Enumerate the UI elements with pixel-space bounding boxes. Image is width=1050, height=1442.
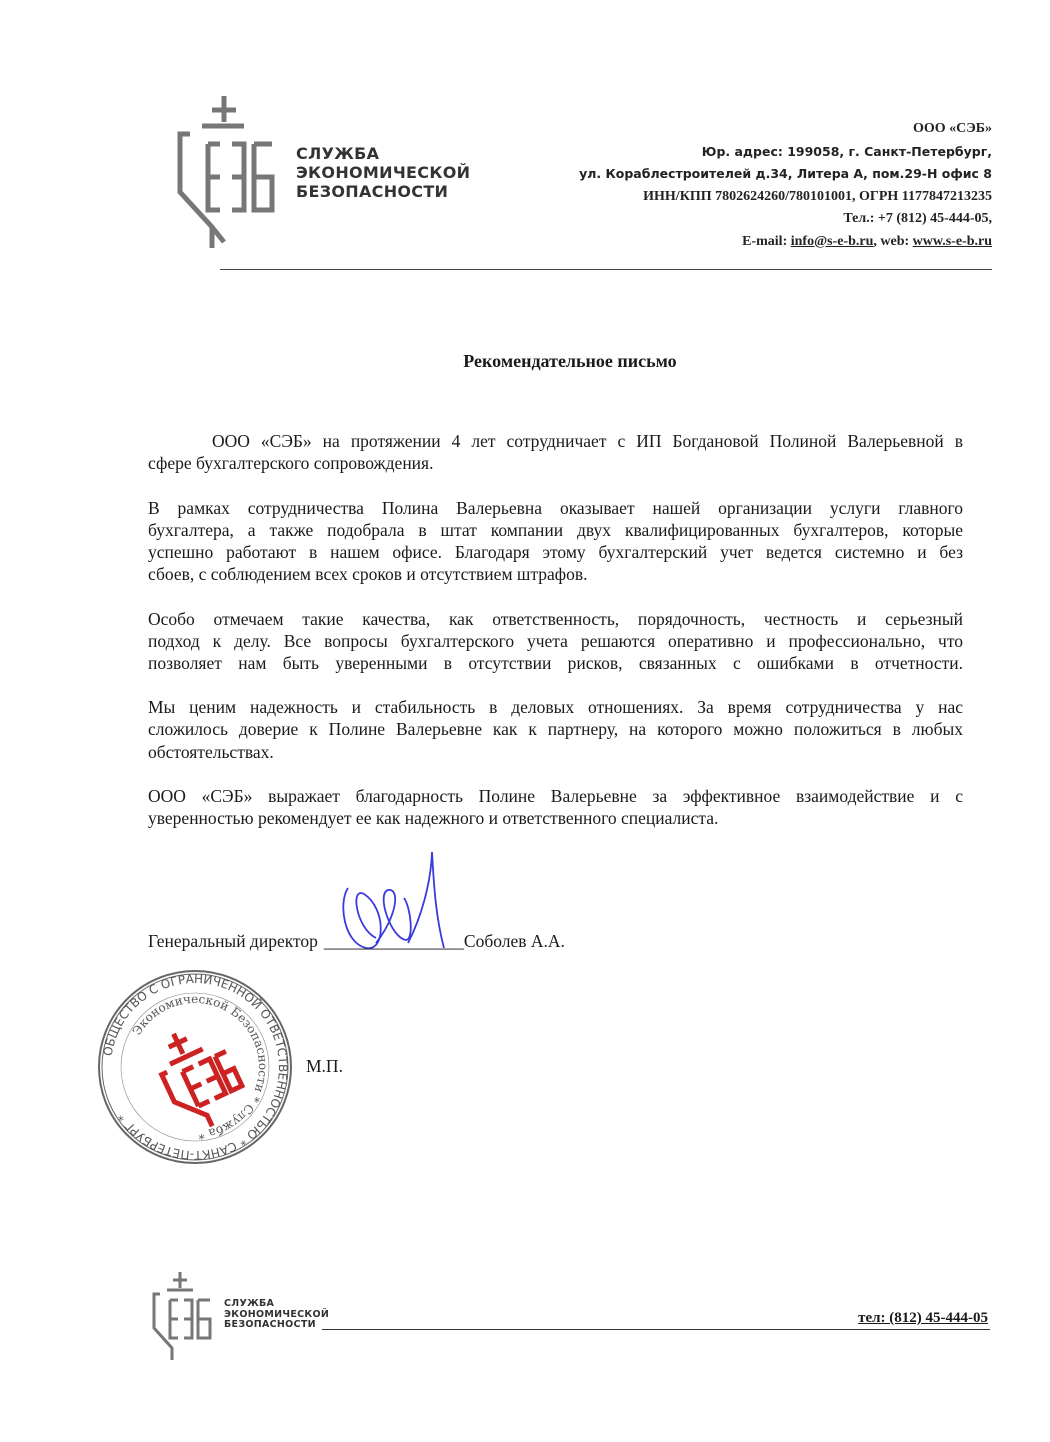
inn-kpp-ogrn: ИНН/КПП 7802624260/780101001, ОГРН 1177847213235 <box>643 188 992 204</box>
address-line: Юр. адрес: 199058, г. Санкт-Петербург, <box>701 143 992 159</box>
stamp-outer-text: ОБЩЕСТВО С ОГРАНИЧЕННОЙ ОТВЕТСТВЕННОСТЬЮ * САНКТ-ПЕТЕРБУРГ * <box>100 971 291 1163</box>
text-line: уверенностью рекомендует ее как надежного и ответственного специалиста. <box>148 808 719 829</box>
text-line: обстоятельствах. <box>148 741 274 762</box>
text-line: В рамках сотрудничества Полина Валерьевна оказывает нашей организации услуги главного <box>148 497 963 518</box>
footer-logo-icon <box>150 1270 216 1362</box>
paragraph <box>148 497 963 586</box>
brand-line: БЕЗОПАСНОСТИ <box>296 182 449 201</box>
text-line: сложилось доверие к Полине Валерьевне как к партнеру, на которого можно положиться в любых <box>148 719 963 740</box>
web-label: , web: <box>873 233 913 249</box>
paragraph <box>148 696 963 763</box>
signature-line: ________________ <box>323 931 464 951</box>
signatory-position: Генеральный директор <box>148 931 318 951</box>
paragraph <box>148 430 963 474</box>
text-line: ООО «СЭБ» на протяжении 4 лет сотрудничает с ИП Богдановой Полиной Валерьевной в <box>212 431 963 451</box>
text-line: бухгалтера, а также подобрала в штат компании двух квалифицированных бухгалтеров, которые <box>148 519 963 540</box>
brand-line: ЭКОНОМИЧЕСКОЙ <box>296 163 471 182</box>
text-line: Мы ценим надежность и стабильность в деловых отношениях. За время сотрудничества у нас <box>148 697 963 718</box>
text-line: сфере бухгалтерского сопровождения. <box>148 453 434 474</box>
brand-line: СЛУЖБА <box>296 144 380 163</box>
text-line: сбоев, с соблюдением всех сроков и отсутствием штрафов. <box>148 564 588 585</box>
web-link[interactable]: www.s-e-b.ru <box>912 233 992 249</box>
stamp-place-label: М.П. <box>306 1056 343 1076</box>
stamp-inner-text: Экономической Безопасности * Служба * <box>129 991 271 1142</box>
brand-line: ЭКОНОМИЧЕСКОЙ <box>224 1308 330 1320</box>
address-line: ул. Кораблестроителей д.34, Литера А, пом.29-Н офис 8 <box>579 166 992 181</box>
text-line: позволяет нам быть уверенными в отсутствии рисков, связанных с ошибками в отчетности. <box>148 652 963 673</box>
brand-line: БЕЗОПАСНОСТИ <box>224 1319 316 1330</box>
company-name: ООО «СЭБ» <box>912 121 992 136</box>
phone: Тел.: +7 (812) 45-444-05, <box>843 211 992 226</box>
contacts <box>579 231 992 254</box>
signature-row <box>148 931 565 952</box>
paragraph <box>148 608 963 675</box>
signatory-name: Соболев А.А. <box>463 931 565 951</box>
brand-name <box>296 144 470 201</box>
header-divider <box>220 269 992 270</box>
text-line: ООО «СЭБ» выражает благодарность Полине Валерьевне за эффективное взаимодействие и с <box>148 786 963 806</box>
letter-body <box>148 430 963 852</box>
letter-title: Рекомендательное письмо <box>463 351 677 371</box>
footer-phone: тел: (812) 45-444-05 <box>858 1310 988 1326</box>
paragraph <box>148 785 963 829</box>
company-requisites <box>579 118 992 253</box>
email-label: E-mail: <box>742 233 791 249</box>
company-stamp <box>96 968 294 1166</box>
email-link[interactable]: info@s-e-b.ru <box>790 233 874 249</box>
footer-divider <box>322 1329 990 1330</box>
brand-line: СЛУЖБА <box>224 1298 275 1309</box>
footer-brand-name <box>224 1299 329 1331</box>
text-line: успешно работают в нашем офисе. Благодаря этому бухгалтерский учет ведется системно и без <box>148 541 963 562</box>
seb-logo-icon <box>172 92 282 252</box>
text-line: подход к делу. Все вопросы бухгалтерского учета решаются оперативно и профессионально, что <box>148 630 963 651</box>
text-line: Особо отмечаем такие качества, как ответственность, порядочность, честность и серьезный <box>148 608 963 629</box>
